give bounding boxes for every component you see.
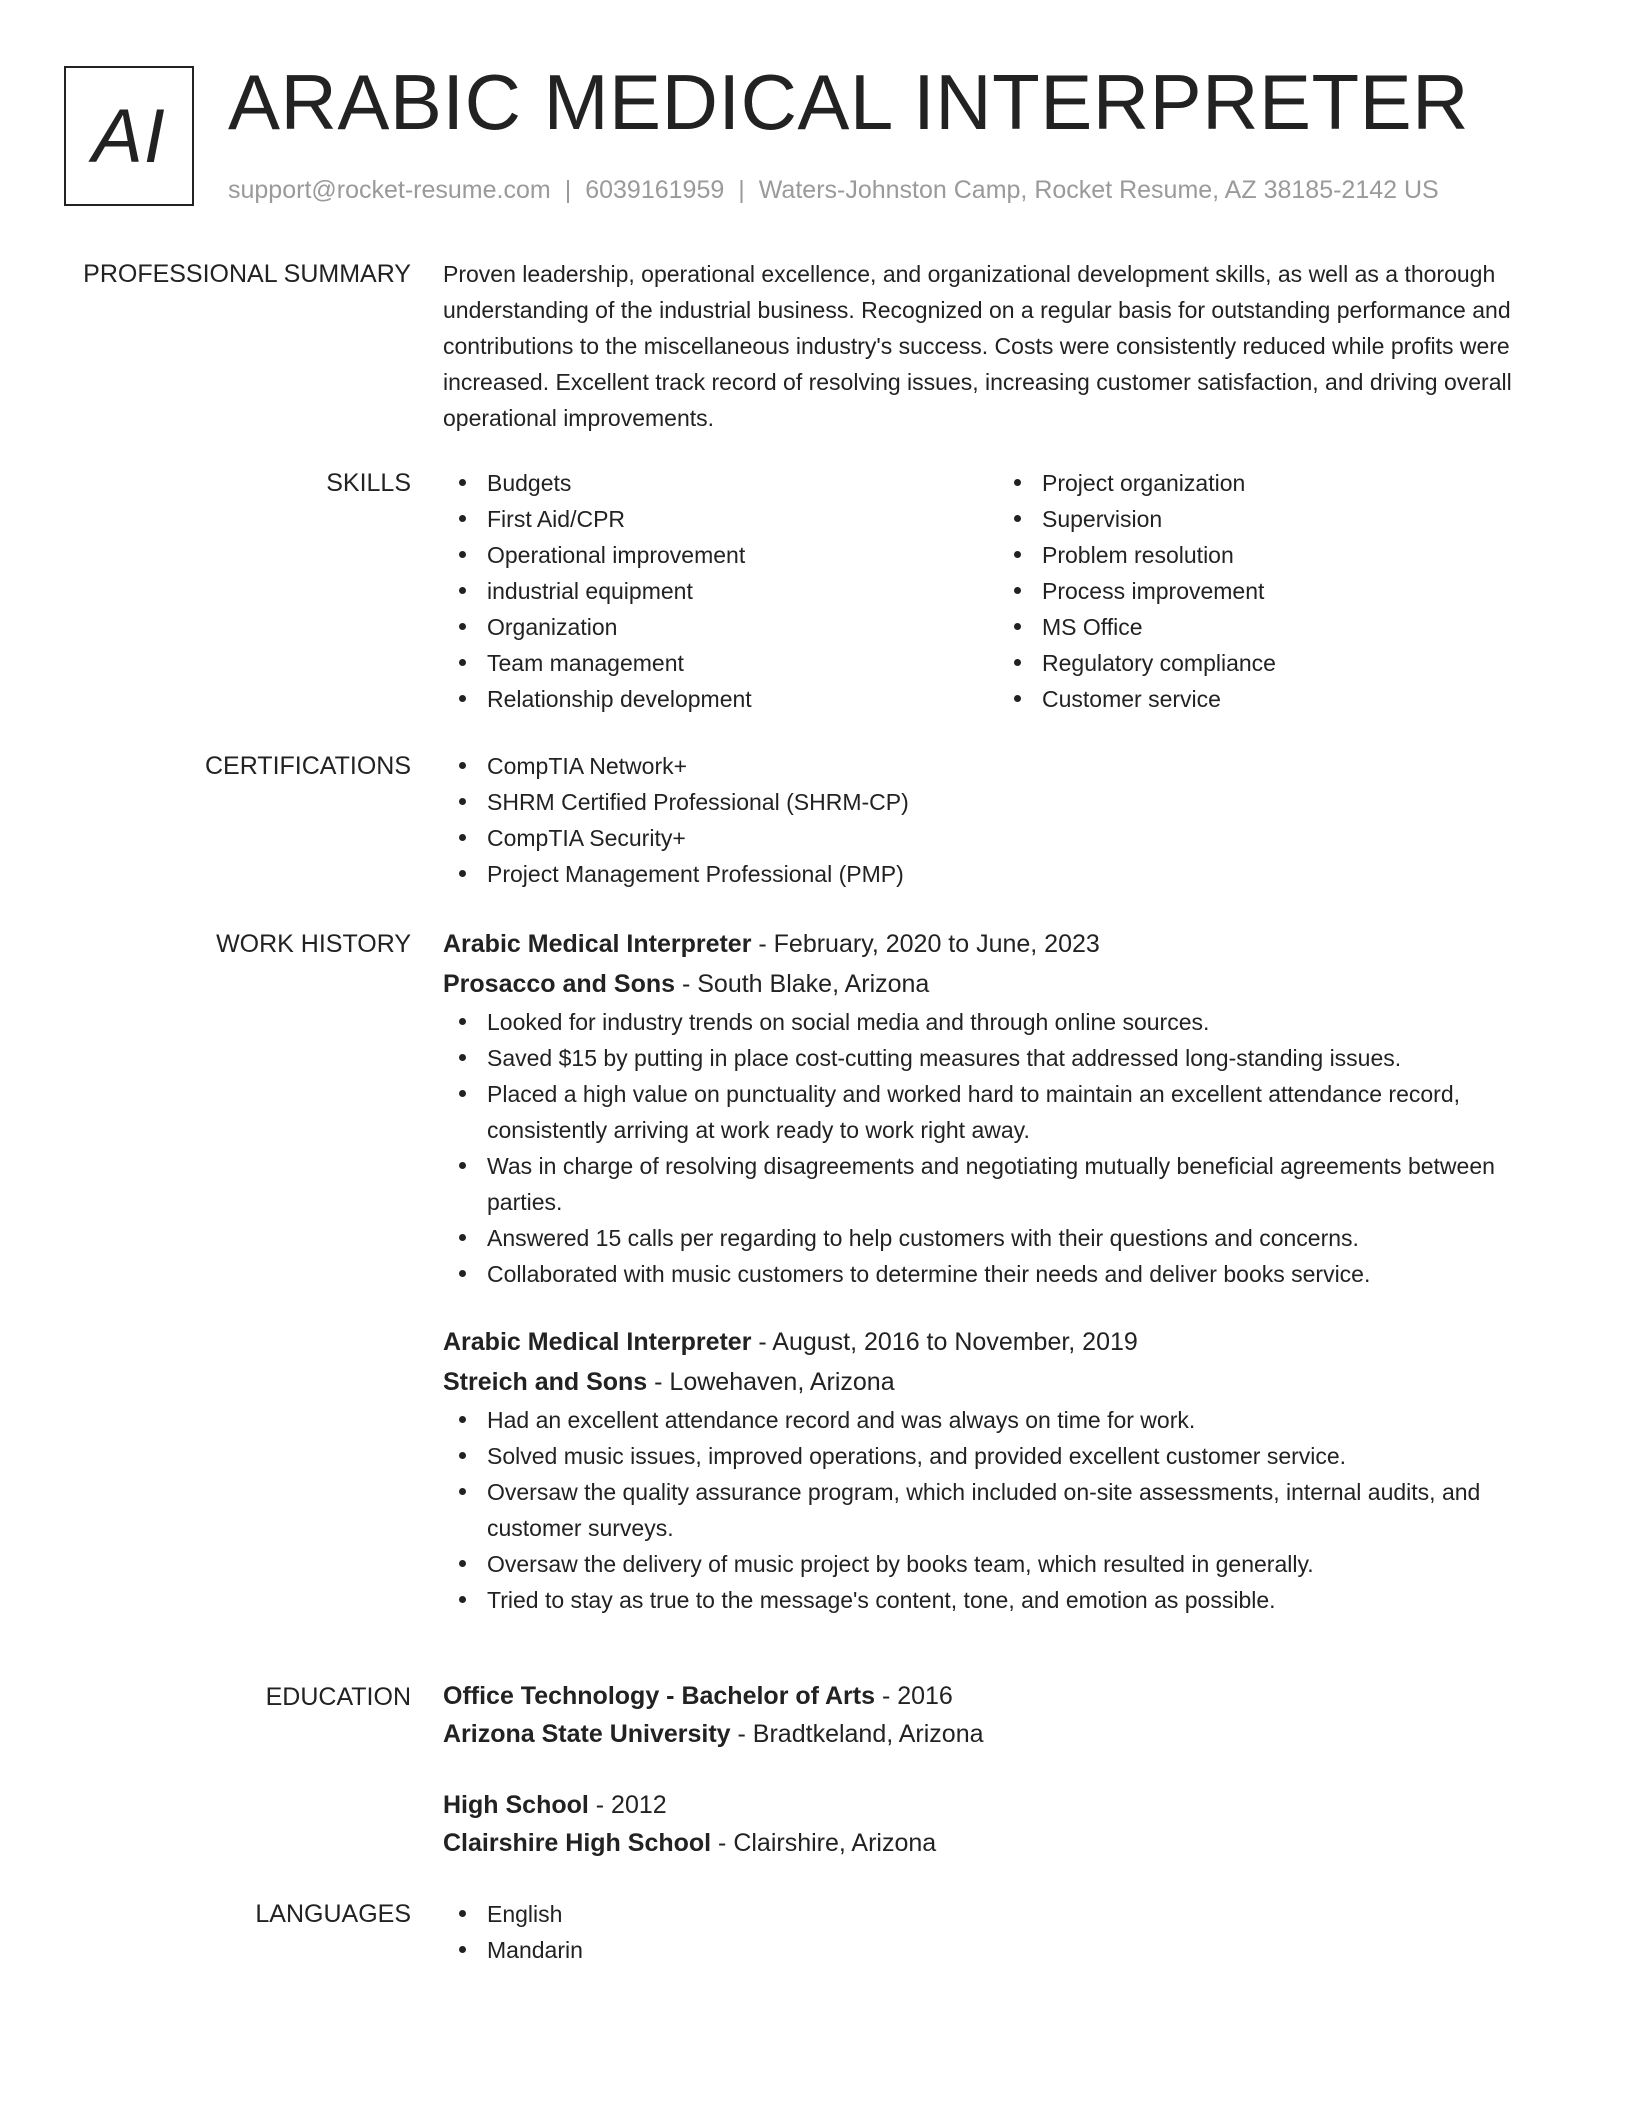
job-company: Prosacco and Sons	[443, 970, 676, 998]
summary-text: Proven leadership, operational excellence, and organizational development skills, as well as a thorough understanding of the industrial business. Recognized on a regular basis for outstanding performance and contributions to the miscellaneous industry's success. Costs were consistently reduced while profits were increased. Excellent track record of resolving issues, increasing customer satisfaction, and driving overall operational improvements.	[443, 261, 1512, 431]
job-title: Arabic Medical Interpreter	[443, 930, 752, 958]
job-location: - South Blake, Arizona	[675, 970, 930, 998]
contact-line	[228, 174, 1439, 206]
education-school-line	[443, 1824, 1553, 1862]
list-item: CompTIA Network+	[487, 748, 1553, 784]
list-item: Budgets	[487, 465, 998, 501]
education-entry	[443, 1677, 1553, 1753]
education-body	[443, 1677, 1553, 1862]
certifications-list	[443, 748, 1553, 892]
list-item: Team management	[487, 645, 998, 681]
section-label-work-history: WORK HISTORY	[216, 930, 411, 958]
section-label-education: EDUCATION	[265, 1683, 411, 1711]
list-item: Customer service	[1042, 681, 1553, 717]
contact-separator: |	[738, 176, 745, 204]
list-item: Relationship development	[487, 681, 998, 717]
list-item: Looked for industry trends on social media and through online sources.	[487, 1004, 1553, 1040]
list-item: Placed a high value on punctuality and worked hard to maintain an excellent attendance record, consistently arriving at work ready to work right away.	[487, 1076, 1553, 1148]
list-item: Project Management Professional (PMP)	[487, 856, 1553, 892]
education-school-line	[443, 1715, 1553, 1753]
list-item: Process improvement	[1042, 573, 1553, 609]
monogram-badge: AI	[64, 66, 194, 206]
job-bullets	[443, 1004, 1553, 1292]
job-entry	[443, 1322, 1553, 1618]
list-item: Organization	[487, 609, 998, 645]
list-item: English	[487, 1896, 1553, 1932]
list-item: Project organization	[1042, 465, 1553, 501]
contact-phone[interactable]: 6039161959	[585, 176, 725, 204]
job-title: Arabic Medical Interpreter	[443, 1328, 752, 1356]
skills-body	[443, 465, 1553, 717]
list-item: Mandarin	[487, 1932, 1553, 1968]
languages-body	[443, 1896, 1553, 1968]
list-item: Was in charge of resolving disagreements and negotiating mutually beneficial agreements between parties.	[487, 1148, 1553, 1220]
contact-address: Waters-Johnston Camp, Rocket Resume, AZ 38185-2142 US	[758, 176, 1439, 204]
education-year: - 2012	[588, 1791, 667, 1819]
job-location: - Lowehaven, Arizona	[647, 1368, 895, 1396]
section-label-certifications: CERTIFICATIONS	[204, 752, 411, 780]
job-dates: - August, 2016 to November, 2019	[751, 1328, 1138, 1356]
job-title-line	[443, 1322, 1553, 1362]
list-item: Tried to stay as true to the message's content, tone, and emotion as possible.	[487, 1582, 1553, 1618]
list-item: Oversaw the quality assurance program, which included on-site assessments, internal audits, and customer surveys.	[487, 1474, 1553, 1546]
job-company-line	[443, 1362, 1553, 1402]
contact-separator: |	[564, 176, 572, 204]
job-company: Streich and Sons	[443, 1368, 648, 1396]
list-item: Operational improvement	[487, 537, 998, 573]
list-item: Saved $15 by putting in place cost-cutting measures that addressed long-standing issues.	[487, 1040, 1553, 1076]
section-label-languages: LANGUAGES	[255, 1900, 411, 1928]
education-degree: Office Technology - Bachelor of Arts	[443, 1682, 875, 1710]
list-item: SHRM Certified Professional (SHRM-CP)	[487, 784, 1553, 820]
list-item: Solved music issues, improved operations, and provided excellent customer service.	[487, 1438, 1553, 1474]
list-item: CompTIA Security+	[487, 820, 1553, 856]
education-entry	[443, 1786, 1553, 1862]
education-school: Arizona State University	[443, 1720, 731, 1748]
education-location: - Bradtkeland, Arizona	[730, 1720, 984, 1748]
education-year: - 2016	[875, 1682, 953, 1710]
work-history-body	[443, 924, 1553, 1618]
job-dates: - February, 2020 to June, 2023	[751, 930, 1100, 958]
list-item: Oversaw the delivery of music project by books team, which resulted in generally.	[487, 1546, 1553, 1582]
list-item: Regulatory compliance	[1042, 645, 1553, 681]
job-bullets	[443, 1402, 1553, 1618]
education-school: Clairshire High School	[443, 1829, 712, 1857]
list-item: Supervision	[1042, 501, 1553, 537]
list-item: First Aid/CPR	[487, 501, 998, 537]
certifications-body	[443, 748, 1553, 892]
list-item: Had an excellent attendance record and was always on time for work.	[487, 1402, 1553, 1438]
education-degree-line	[443, 1786, 1553, 1824]
education-degree: High School	[443, 1791, 589, 1819]
education-location: - Clairshire, Arizona	[711, 1829, 937, 1857]
list-item: industrial equipment	[487, 573, 998, 609]
job-title-line	[443, 924, 1553, 964]
skills-list-left	[443, 465, 998, 717]
list-item: Answered 15 calls per regarding to help customers with their questions and concerns.	[487, 1220, 1553, 1256]
contact-email[interactable]: support@rocket-resume.com	[228, 176, 551, 204]
section-label-summary: PROFESSIONAL SUMMARY	[83, 260, 411, 288]
candidate-name: ARABIC MEDICAL INTERPRETER	[228, 58, 1469, 146]
job-entry	[443, 924, 1553, 1292]
languages-list	[443, 1896, 1553, 1968]
list-item: Problem resolution	[1042, 537, 1553, 573]
section-label-skills: SKILLS	[326, 469, 411, 497]
skills-list-right	[998, 465, 1553, 717]
education-degree-line	[443, 1677, 1553, 1715]
job-company-line	[443, 964, 1553, 1004]
list-item: MS Office	[1042, 609, 1553, 645]
list-item: Collaborated with music customers to determine their needs and deliver books service.	[487, 1256, 1553, 1292]
